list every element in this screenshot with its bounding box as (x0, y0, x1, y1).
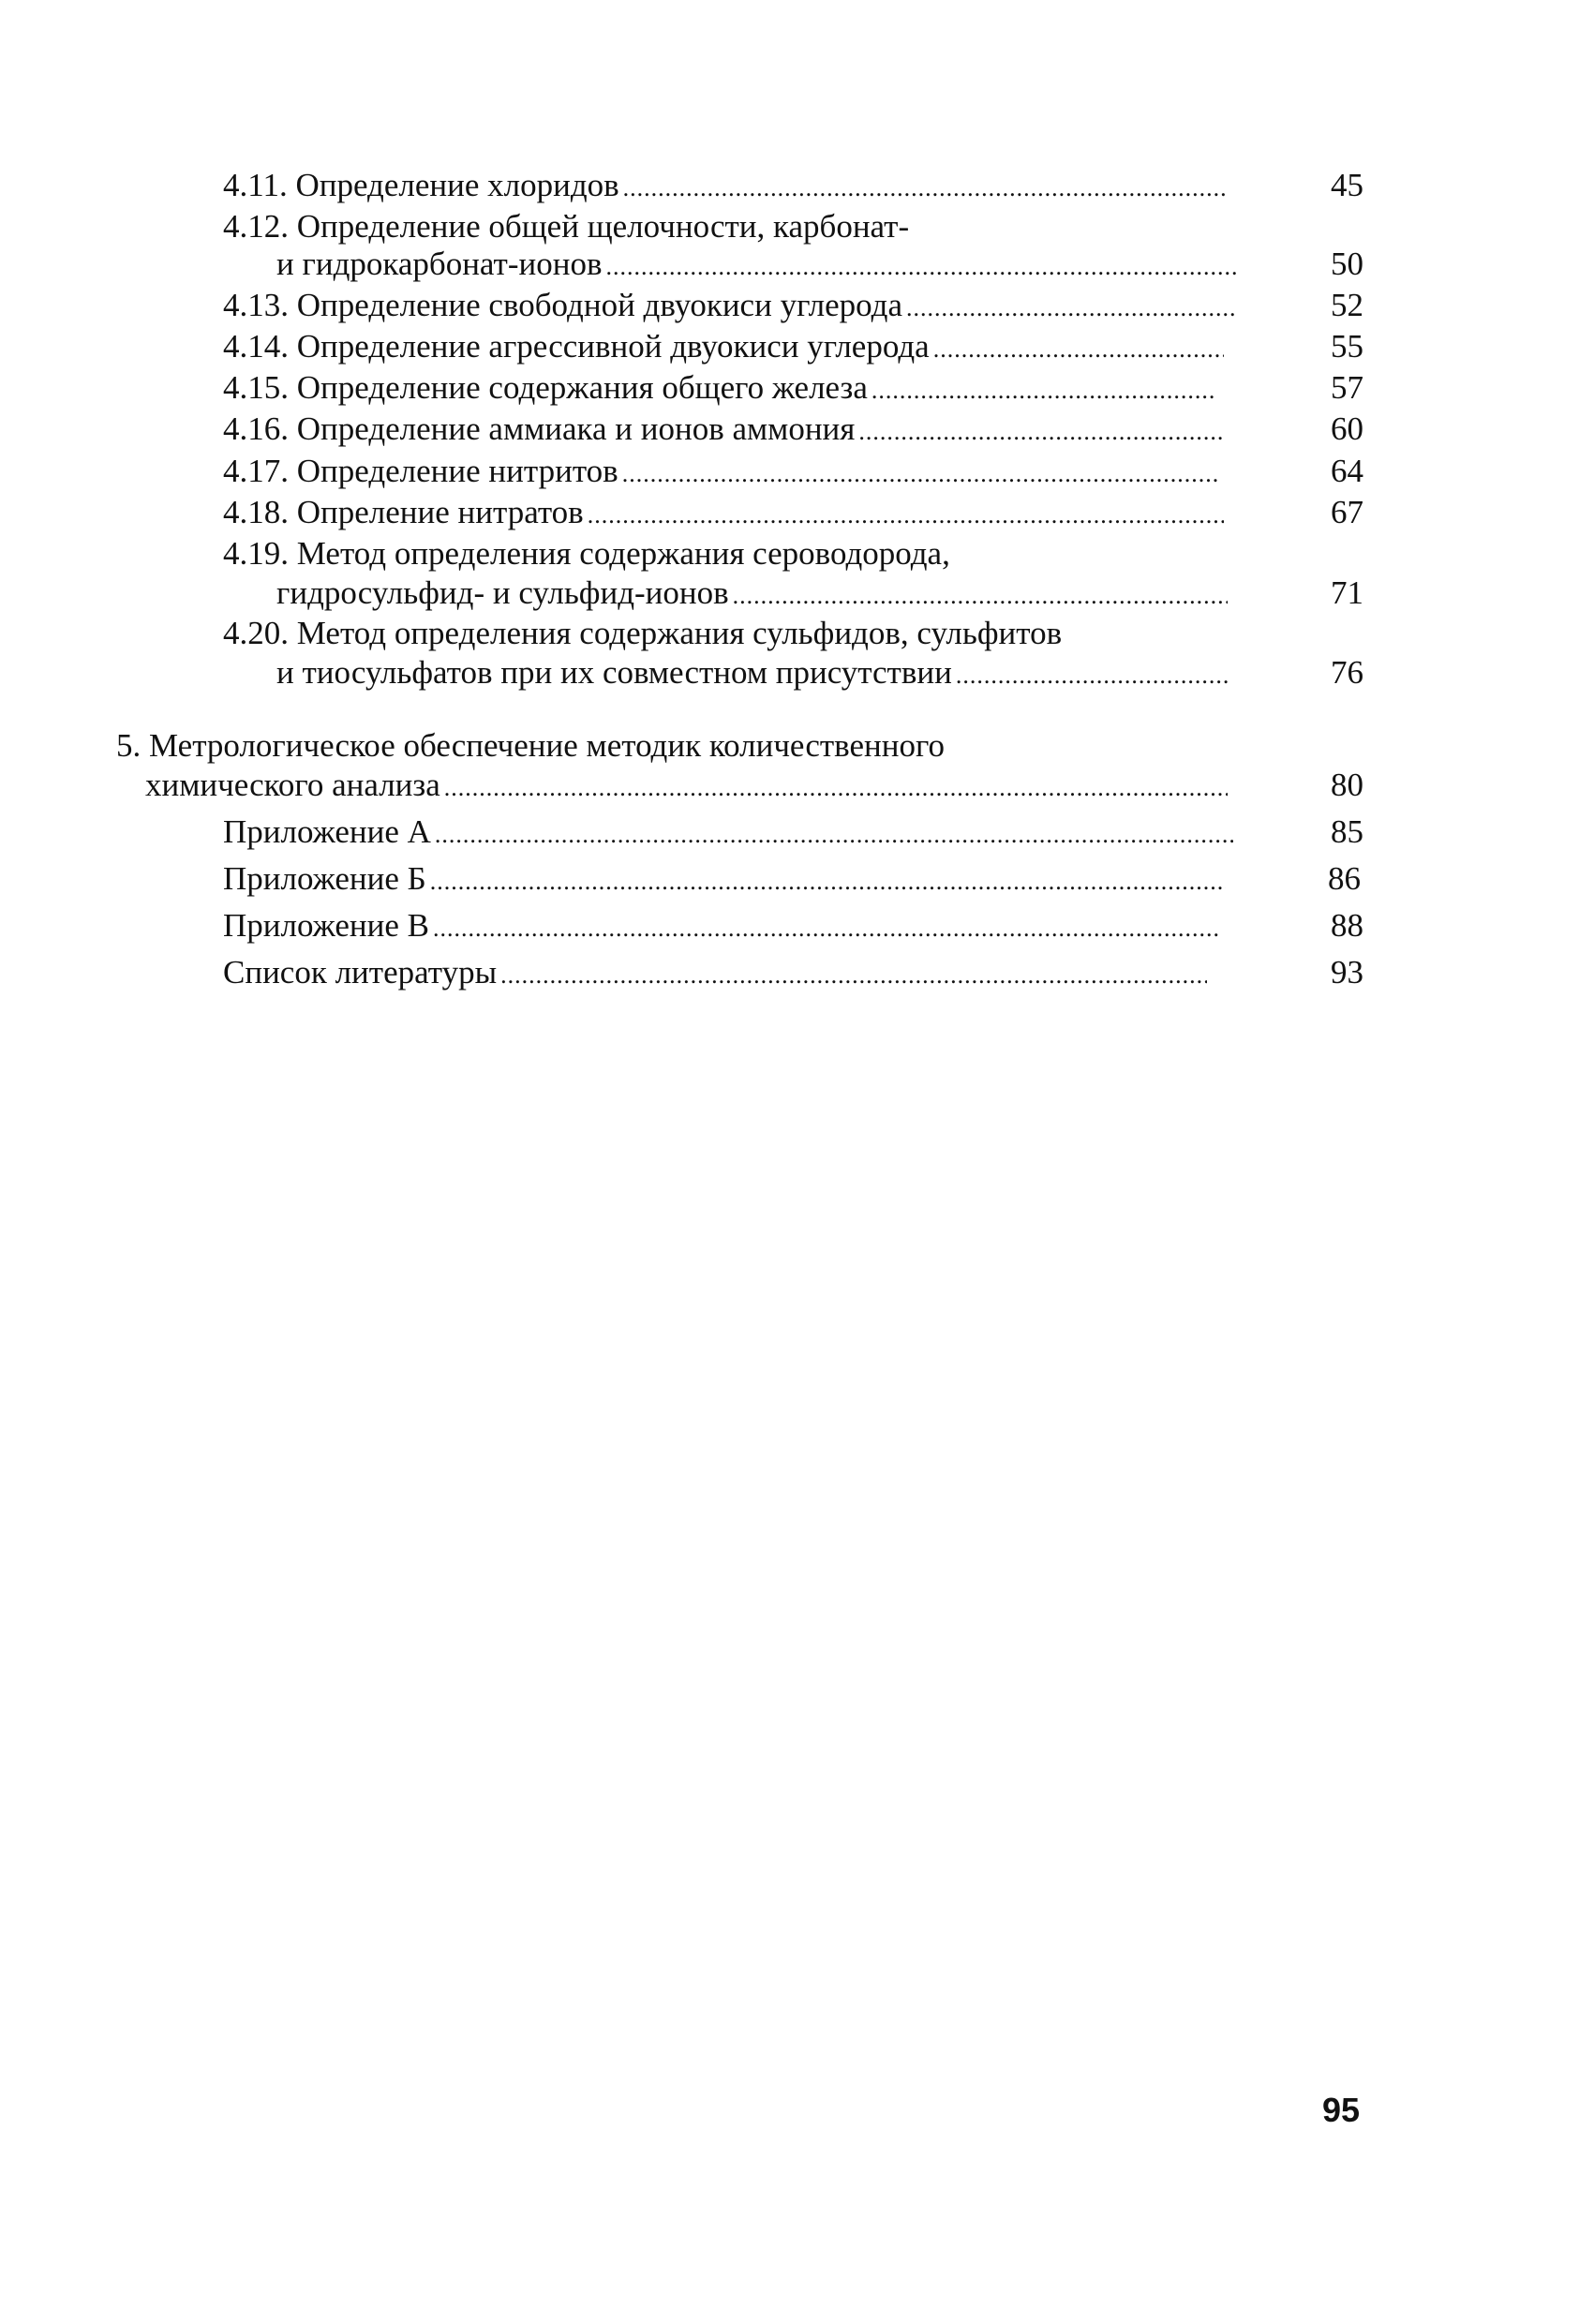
toc-page-number: 52 (1331, 287, 1363, 323)
toc-page-number: 88 (1331, 907, 1363, 944)
dot-leader (930, 331, 1224, 368)
toc-entry-title: Приложение А (223, 813, 431, 850)
dot-leader (584, 497, 1224, 534)
toc-page-number: 45 (1331, 167, 1363, 203)
toc-entry-4-15 (223, 369, 1216, 410)
toc-entry-title: Список литературы (223, 954, 498, 991)
toc-page-number: 80 (1331, 767, 1363, 803)
toc-entry-references (223, 954, 1207, 994)
table-of-contents (0, 0, 1594, 1125)
toc-entry-4-20-line1: 4.20. Метод определения содержания сульфидов, сульфитов (223, 615, 1063, 651)
toc-entry-title: 4.18. Опреление нитратов (223, 494, 584, 530)
toc-entry-4-16 (223, 410, 1224, 451)
toc-entry-4-14 (223, 328, 1224, 368)
dot-leader (619, 170, 1228, 207)
toc-entry-title: гидросульфид- и сульфид-ионов (276, 574, 729, 611)
toc-page-number: 76 (1331, 654, 1363, 691)
toc-entry-title: 4.14. Определение агрессивной двуокиси углерода (223, 328, 930, 365)
toc-page-number: 71 (1331, 574, 1363, 611)
toc-entry-4-12-line1: 4.12. Определение общей щелочности, карбонат- (223, 208, 910, 245)
toc-page-number: 55 (1331, 328, 1363, 365)
toc-entry-title: и тиосульфатов при их совместном присутствии (276, 654, 952, 691)
toc-page-number: 67 (1331, 494, 1363, 530)
toc-entry-title: 4.13. Определение свободной двуокиси углерода (223, 287, 902, 323)
toc-entry-title: химического анализа (145, 767, 440, 803)
dot-leader (952, 657, 1228, 694)
toc-entry-title: 4.11. Определение хлоридов (223, 167, 619, 203)
toc-entry-title: 4.17. Определение нитритов (223, 453, 618, 489)
toc-entry-4-19-line1: 4.19. Метод определения содержания сероводорода, (223, 535, 950, 572)
dot-leader (429, 910, 1221, 947)
dot-leader (618, 455, 1218, 493)
toc-page-number: 57 (1331, 369, 1363, 406)
dot-leader (729, 577, 1228, 615)
toc-entry-5 (145, 767, 1228, 807)
dot-leader (855, 413, 1224, 451)
toc-entry-appendix-v (223, 907, 1221, 947)
toc-entry-4-11 (223, 167, 1228, 207)
toc-entry-title: Приложение В (223, 907, 429, 944)
dot-leader (431, 816, 1233, 854)
toc-entry-appendix-b (223, 860, 1226, 901)
toc-entry-title: 4.16. Определение аммиака и ионов аммония (223, 410, 856, 447)
toc-entry-4-20 (276, 654, 1228, 694)
page-number: 95 (1321, 2091, 1360, 2129)
toc-page-number: 64 (1331, 453, 1363, 489)
toc-entry-appendix-a (223, 813, 1233, 854)
toc-entry-4-18 (223, 494, 1224, 534)
toc-entry-title: Приложение Б (223, 860, 426, 897)
dot-leader (426, 863, 1226, 901)
toc-page-number: 50 (1331, 246, 1363, 282)
dot-leader (497, 957, 1207, 994)
dot-leader (440, 769, 1228, 807)
toc-page-number: 85 (1331, 813, 1363, 850)
toc-page-number: 60 (1331, 410, 1363, 447)
toc-entry-title: 4.15. Определение содержания общего железа (223, 369, 868, 406)
toc-entry-4-13 (223, 287, 1237, 327)
toc-page-number: 86 (1328, 860, 1361, 897)
toc-entry-5-line1: 5. Метрологическое обеспечение методик количественного (116, 727, 945, 764)
toc-entry-title: и гидрокарбонат-ионов (276, 246, 603, 282)
toc-entry-4-19 (276, 574, 1228, 615)
dot-leader (603, 248, 1238, 286)
dot-leader (868, 372, 1216, 410)
dot-leader (902, 290, 1237, 327)
toc-entry-4-12 (276, 246, 1237, 286)
toc-page-number: 93 (1331, 954, 1363, 991)
toc-entry-4-17 (223, 453, 1218, 493)
